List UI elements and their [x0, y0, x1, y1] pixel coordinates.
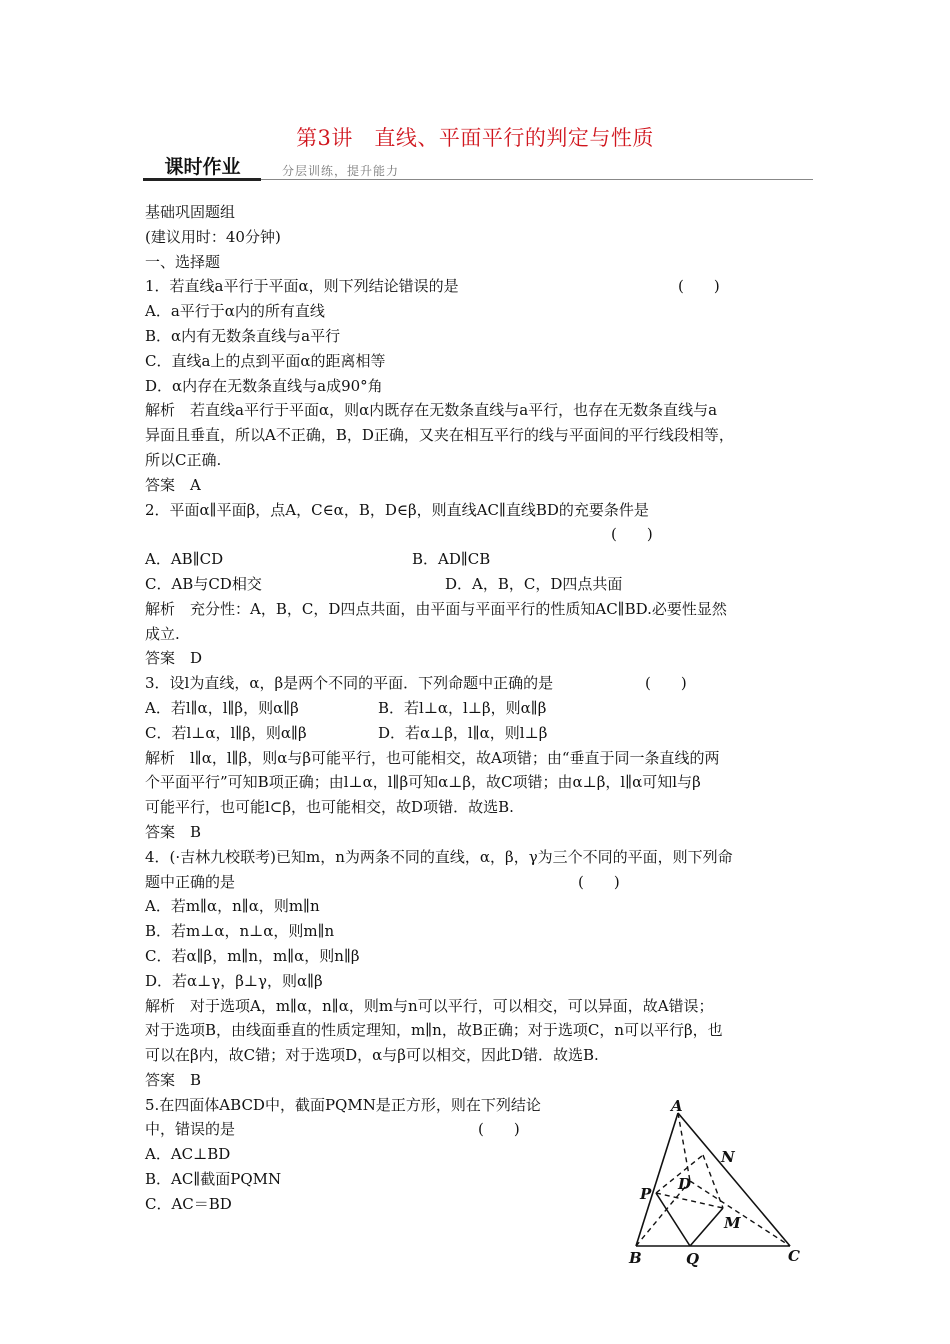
q2-option-d: D．A，B，C，D四点共面 [445, 574, 623, 593]
q1-paren: ( ) [678, 277, 720, 296]
q2-stem: 2．平面α∥平面β，点A，C∈α，B，D∈β，则直线AC∥直线BD的充要条件是 [145, 500, 649, 519]
q3-option-a: A．若l∥α，l∥β，则α∥β [145, 698, 299, 717]
q3-answer: 答案 B [145, 822, 202, 841]
q2-paren: ( ) [611, 525, 653, 544]
q5-stem-1: 5.在四面体ABCD中，截面PQMN是正方形，则在下列结论 [145, 1095, 541, 1114]
q2-options-ab [145, 547, 813, 572]
q1-stem-text: 1．若直线a平行于平面α，则下列结论错误的是 [145, 277, 459, 296]
q2-analysis-1: 解析 充分性：A，B，C，D四点共面，由平面与平面平行的性质知AC∥BD.必要性显然 [145, 599, 727, 618]
time-note: (建议用时：40分钟) [145, 227, 281, 246]
q3-option-c: C．若l⊥α，l∥β，则α∥β [145, 723, 307, 742]
q2-paren-line [145, 522, 813, 547]
q3-stem-text: 3．设l为直线，α，β是两个不同的平面．下列命题中正确的是 [145, 674, 554, 693]
q2-analysis-2: 成立. [145, 624, 180, 643]
q4-option-a: A．若m∥α，n∥α，则m∥n [145, 897, 320, 916]
section-title: 基础巩固题组 [145, 203, 236, 221]
tetrahedron-figure [628, 1093, 808, 1268]
q1-option-c: C．直线a上的点到平面α的距离相等 [145, 351, 386, 370]
q4-stem-2 [145, 870, 813, 895]
q5-paren: ( ) [478, 1120, 520, 1139]
q5-stem-2-text: 中，错误的是 [145, 1120, 236, 1139]
q4-stem-1: 4．(·吉林九校联考)已知m，n为两条不同的直线，α，β，γ为三个不同的平面，则下列命 [145, 847, 733, 866]
q3-option-d: D．若α⊥β，l∥α，则l⊥β [378, 723, 548, 742]
q1-analysis-2: 异面且垂直，所以A不正确，B，D正确，又夹在相互平行的线与平面间的平行线段相等， [145, 426, 734, 445]
homework-subtitle: 分层训练，提升能力 [282, 164, 400, 178]
q4-analysis-1: 解析 对于选项A，m∥α，n∥α，则m与n可以平行，可以相交，可以异面，故A错误； [145, 996, 714, 1015]
label-p: P [640, 1185, 652, 1203]
q5-option-c: C．AC＝BD [145, 1194, 232, 1213]
q1-option-d: D．α内存在无数条直线与a成90°角 [145, 376, 383, 395]
label-n: N [721, 1148, 735, 1166]
label-a: A [671, 1097, 683, 1115]
q3-paren: ( ) [645, 674, 687, 693]
q4-analysis-3: 可以在β内，故C错；对于选项D，α与β可以相交，因此D错．故选B. [145, 1046, 599, 1065]
exercise-content [145, 200, 813, 1217]
header-rule-thick [143, 178, 261, 181]
q4-option-d: D．若α⊥γ，β⊥γ，则α∥β [145, 971, 323, 990]
q4-answer: 答案 B [145, 1070, 202, 1089]
q4-paren: ( ) [578, 872, 620, 891]
q3-analysis-3: 可能平行，也可能l⊂β，也可能相交，故D项错．故选B. [145, 798, 514, 817]
label-q: Q [686, 1250, 700, 1268]
edge-ad [678, 1113, 690, 1181]
part-title: 一、选择题 [145, 252, 221, 271]
q3-option-b: B．若l⊥α，l⊥β，则α∥β [378, 698, 547, 717]
q1-option-b: B．α内有无数条直线与a平行 [145, 326, 341, 345]
label-m: M [724, 1214, 741, 1232]
q5-option-b: B．AC∥截面PQMN [145, 1170, 282, 1189]
q2-option-b: B．AD∥CB [412, 550, 491, 569]
homework-tab-label: 课时作业 [164, 156, 241, 178]
q3-analysis-2: 个平面平行”可知B项正确；由l⊥α，l∥β可知α⊥β，故C项错；由α⊥β，l∥α可知l与β [145, 773, 701, 792]
q1-option-a: A．a平行于α内的所有直线 [145, 302, 325, 321]
q1-analysis-3: 所以C正确. [145, 450, 222, 469]
page-title: 第3讲 直线、平面平行的判定与性质 [296, 126, 654, 150]
q4-option-b: B．若m⊥α，n⊥α，则m∥n [145, 922, 335, 941]
q2-option-c: C．AB与CD相交 [145, 574, 262, 593]
q4-option-c: C．若α∥β，m∥n，m∥α，则n∥β [145, 946, 360, 965]
q5-option-a: A．AC⊥BD [145, 1145, 231, 1164]
q4-analysis-2: 对于选项B，由线面垂直的性质定理知，m∥n，故B正确；对于选项C，n可以平行β，也 [145, 1021, 723, 1040]
label-b: B [629, 1249, 642, 1267]
q2-option-a: A．AB∥CD [145, 550, 224, 569]
q3-options-ab [145, 696, 813, 721]
q4-stem-2-text: 题中正确的是 [145, 872, 236, 891]
label-d: D [678, 1175, 692, 1193]
q2-options-cd [145, 572, 813, 597]
label-c: C [788, 1247, 800, 1265]
q3-options-cd [145, 721, 813, 746]
q2-answer: 答案 D [145, 649, 203, 668]
q3-stem [145, 671, 813, 696]
header-rule-thin [261, 179, 813, 180]
q1-analysis-1: 解析 若直线a平行于平面α，则α内既存在无数条直线与a平行，也存在无数条直线与a [145, 401, 718, 420]
edge-qm [690, 1208, 723, 1246]
q1-answer: 答案 A [145, 475, 201, 494]
q3-analysis-1: 解析 l∥α，l∥β，则α与β可能平行，也可能相交，故A项错；由“垂直于同一条直线的两 [145, 748, 720, 767]
q1-stem [145, 274, 813, 299]
